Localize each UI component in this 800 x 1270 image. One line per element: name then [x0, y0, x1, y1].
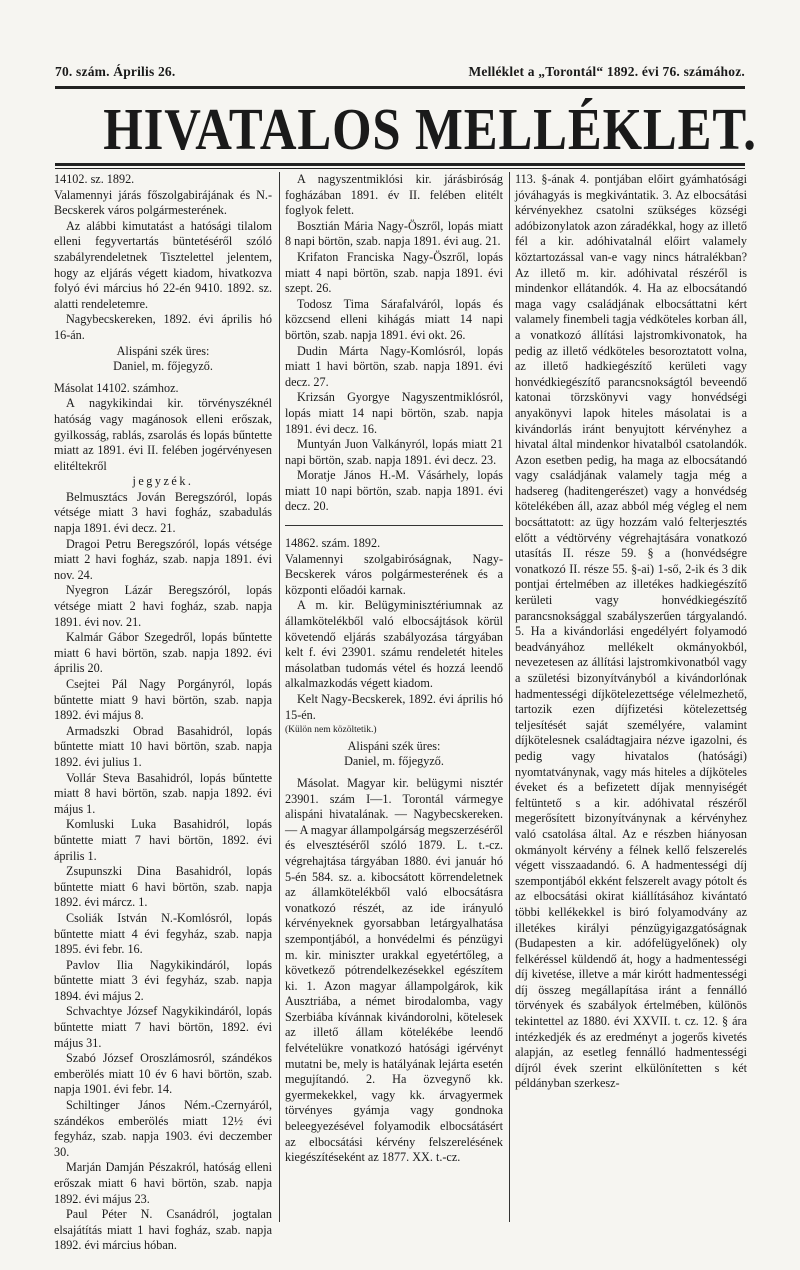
list-item: Muntyán Juon Valkányról, lopás miatt 21 napi börtön, szab. napja 1891. évi decz. 23. [285, 437, 503, 467]
list-item: Bosztián Mária Nagy-Öszről, lopás miatt 8 napi börtön, szab. napja 1891. évi aug. 21. [285, 218, 503, 249]
signature-name: Daniel, m. főjegyző. [113, 359, 213, 374]
place-date: Kelt Nagy-Becskerek, 1892. évi április hó 15-én. [285, 692, 503, 722]
list-item: Krizsán Gyorgye Nagyszentmiklósról, lopás miatt 14 napi börtön, szab. napja 1891. évi decz. 16. [285, 390, 503, 436]
list-heading: jegyzék. [132, 474, 194, 489]
column-3 [515, 172, 747, 1232]
signature-name: Daniel, m. főjegyző. [344, 754, 444, 769]
list-item: Kalmár Gábor Szegedről, lopás bűntette miatt 6 havi börtön, szab. napja 1892. évi április 20. [54, 630, 272, 676]
supplement-note: Melléklet a „Torontál“ 1892. évi 76. számához. [468, 64, 745, 79]
list-item: Pavlov Ilia Nagykikindáról, lopás bűntette miatt 3 évi fegyház, szab. napja 1894. évi május 2. [54, 957, 272, 1003]
list-item: Armadszki Obrad Basahidról, lopás bűntette miatt 10 havi börtön, szab. napja 1892. évi julius 1. [54, 723, 272, 769]
list-item: Csoliák István N.-Komlósról, lopás bűntette miatt 4 évi fegyház, szab. napja 1895. évi febr. 16. [54, 910, 272, 957]
signature-office: Alispáni szék üres: [347, 738, 441, 753]
list-item: Csejtei Pál Nagy Porgányról, lopás bűntette miatt 9 havi börtön, szab. napja 1892. évi május 8. [54, 677, 272, 723]
list-item: Krifaton Franciska Nagy-Öszről, lopás miatt 4 napi börtön, szab. napja 1891. évi szept. 26. [285, 249, 503, 296]
addressee: Valamennyi járás főszolgabirájának és N.-Becskerek város polgármesterének. [54, 187, 272, 218]
column-divider [509, 172, 510, 1222]
issue-number: 70. szám. Április 26. [55, 64, 176, 79]
section-heading: Másolat 14102. számhoz. [54, 380, 179, 395]
list-item: Todosz Tima Sárafalváról, lopás és közcsend elleni kihágás miatt 14 napi börtön, szab. napja 1891. évi okt. 26. [285, 296, 503, 342]
top-rule [55, 86, 745, 89]
list-item: Paul Péter N. Csanádról, jogtalan elsajátítás miatt 1 havi fogház, szab. napja 1892. évi március hóban. [54, 1207, 272, 1253]
section-divider [285, 525, 503, 526]
list-item: Schvachtye József Nagykikindáról, lopás bűntette miatt 7 havi börtön, 1892. évi május 31. [54, 1004, 272, 1050]
list-item: Moratje János H.-M. Vásárhely, lopás miatt 10 napi börtön, szab. napja 1891. évi decz. 20. [285, 468, 503, 514]
list-item: Zsupunszki Dina Basahidról, lopás bűntette miatt 6 havi börtön, szab. napja 1892. évi márcz. 1. [54, 864, 272, 910]
paragraph: Az alábbi kimutatást a hatósági tilalom elleni fegyvertartás büntetéséről szóló szabályrendeletnek Tisztelettel jelentem, hogy az eljárás végett kiadom, hivatkozva folyó évi március hó 22-én 9410. 1892. sz. alatti rendeletemre. [54, 218, 272, 311]
column-divider [279, 172, 280, 1222]
paragraph: A nagykikindai kir. törvényszéknél hatóság vagy magánosok elleni erőszak, gyilkosság, rablás, zsarolás és lopás bűntette miatt az 1891. évi II. felében jogérvényesen elitéltekről [54, 396, 272, 473]
paragraph: Másolat. Magyar kir. belügymi nisztér 23901. szám I—1. Torontál vármegye alispáni hivatalának. — Nagybecskereken. — A magyar állampolgárság megszerzéséről és elvesztéséről szóló 1879. L. t.-cz. végrehajtása tárgyában 1880. évi január hó 5-én 584. sz. a. kibocsátott körrendeletnek az államkötelékből való elbocsátásra vonatkozó részét, az ide irányuló kérvényeknek gyorsabban letárgyalhatása szempontjából, a honvédelmi és pénzügyi m. kir. miniszter urakkal egyetértőleg, a következő pótrendelkezésekkel egészítem ki. 1. Azon magyar állampolgárok, kik Ausztriába, a német birodalomba, vagy Szerbiába kívánnak kivándorolni, kötelesek az illető állam kötelékébe leendő felvételükre vonatkozó hatósági igérvényt mutatni be, mely is hatályának lejárta esetén megujítandó. 2. Ha özvegynő kk. gyermekekkel, vagy kk. árvagyermek törvényes gyámja vagy gondnoka beleegyezésével folyamodik elbocsátásért az elbocsátási kérvény felszerelésének kiegészítéseként az 1877. XX. t.-cz. [285, 775, 503, 1165]
list-item: Belmusztács Jován Beregszóról, lopás vétsége miatt 3 havi fogház, szabadulás napja 1891. évi decz. 21. [54, 489, 272, 536]
paragraph: A nagyszentmiklósi kir. járásbiróság fogházában 1891. év II. felében elitélt foglyok felett. [285, 172, 503, 218]
list-item: Dudin Márta Nagy-Komlósról, lopás miatt 1 havi börtön, szab. napja 1891. évi decz. 27. [285, 343, 503, 389]
note: (Külön nem közöltetik.) [285, 725, 377, 736]
place-date: Nagybecskereken, 1892. évi április hó 16-án. [54, 312, 272, 342]
paragraph: A m. kir. Belügyminisztériumnak az államkötelékből való elbocsájtások körül követendő eljárás szabályozása tárgyában kelt f. évi 23901. számu rendeletét hiteles másolatban tudomás vétel és hozzá leendő alkalmazkodás végett kiadom. [285, 598, 503, 691]
list-item: Vollár Steva Basahidról, lopás bűntette miatt 8 havi börtön, szab. napja 1892. évi május 1. [54, 770, 272, 816]
list-item: Dragoi Petru Beregszóról, lopás vétsége miatt 2 havi fogház, szab. napja 1891. évi nov. 24. [54, 536, 272, 582]
column-2 [285, 172, 503, 1232]
signature-office: Alispáni szék üres: [116, 343, 210, 358]
list-item: Komluski Luka Basahidról, lopás bűntette miatt 7 havi börtön, 1892. évi április 1. [54, 817, 272, 863]
page-title: HIVATALOS MELLÉKLET. [103, 96, 757, 162]
reference-number: 14102. sz. 1892. [54, 172, 135, 186]
list-item: Marján Damján Pészakról, hatóság elleni erőszak miatt 6 havi börtön, szab. napja 1892. évi május 23. [54, 1160, 272, 1206]
list-item: Szabó József Oroszlámosról, szándékos emberölés miatt 10 év 6 havi börtön, szab. napja 1901. évi febr. 14. [54, 1051, 272, 1097]
column-1 [54, 172, 272, 1253]
paragraph: 113. §-ának 4. pontjában előirt gyámhatósági jóváhagyás is megkivántatik. 3. Az elbocsátási kérvényekhez csatolni szükséges községi adóbizonylatok azon záradékkal, hogy az illető fél a kir. adóhivatalnál előirt valamely köztartozással van-e vagy nincs hátralékban? Az illető m. kir. adóhivatal részéről is mindenkor ellátandók. 4. Ha az elbocsátandó maga vagy családjának elbocsáttatni kért valamely finembeli tagja védköteles korban áll, a vonatkozó állítási lajstromkivonatok, ha pedig az illető védköteles besoroztatott volna, az illető hadkiegészítő kerületi vagy honvédkiegészítő parancsnokságtól beveendő katonai törzskönyvi vagy honvédségi anyakönyvi lapok hiteles másolatai is a kivándorlás iránt benyujtott kérvényhez a hivatal által mindenkor hivatalból csatolandók. Azon esetben pedig, ha maga az elbocsátandó vagy családjának valamely tagja még a hadsereg (haditengerészet) vagy a honvédség kötelékében áll, azaz abból még végleg el nem bocsáttatott: az ügy hozzám való felterjesztés előtt a védtörvény végrehajtására vonatkozó utasítás II. része 59. § a (honvédségre vonatkozó II. része 55. §-ai) 1-ső, 2-ik és 3 dik pontjai értelmében az illetékes hadkiegészítő kerületi vagy honvédkiegészítő parancsnoksággal szabályszerűen tárgyalandó. 5. Ha a kivándorlási engedélyért folyamodó beadványához mellékelt okmányokból, nevezetesen az állítási lajstromkivonatból vagy a születési bizonyítványból a kivándorlónak hadmentességi díjkötelezettsége vélelmezhető, tartozik ezen díjfizetési kötelezettség teljesítését saját személyére, valamint díjkötelesnek családtagjaira nézve igazolni, és pedig vagy hivatalos (hatósági) nyomtatványnak, vagy más hiteles a díjköteles éveket és a befizetett díjak mennyiségét feltüntető s a kir. adóhivatal részéről megerősített bizonyítványnak a kérvényhez való csatolása által. Az e részben hiányosan okmányolt kérvény a félnek kellő felszerelés végett visszaadandó. 6. A hadmentességi díj szempontjából ekként felszerelt avagy pótolt és az elbocsátási okirat kiállításához kivántató többi kellékekkel is biró folyamodvány az illetékes királyi pénzügyigazgatóságnak (Budapesten a kir. adófelügyelőnek) oly felkéréssel küldendő át, hogy a hadmentességi díj kivetése, illetve a már kirótt hadmentességi díj összeg megállapítása iránt a fennálló törvények és szabályok értelmében, különös tekintettel az 1880. évi XXVII. t. cz. 12. § ára intézkedjék és az eredményt a jogerős kivetés alapján, az esetleg fennálló hadmentességi díjról évek szerint elkülönítetten s két példányban szerkesz- [515, 172, 747, 1091]
addressee: Valamennyi szolgabiróságnak, Nagy-Becskerek város polgármesterének és a központi előadói karnak. [285, 551, 503, 597]
list-item: Nyegron Lázár Beregszóról, lopás vétsége miatt 2 havi fogház, szab. napja 1891. évi nov. 21. [54, 583, 272, 629]
title-rule-thin [55, 168, 745, 169]
title-rule-thick [55, 163, 745, 166]
reference-number: 14862. szám. 1892. [285, 536, 381, 551]
list-item: Schiltinger János Ném.-Czernyáról, szándékos emberölés miatt 12½ évi fegyház, szab. napja 1903. évi deczember 30. [54, 1098, 272, 1159]
masthead [55, 64, 745, 86]
